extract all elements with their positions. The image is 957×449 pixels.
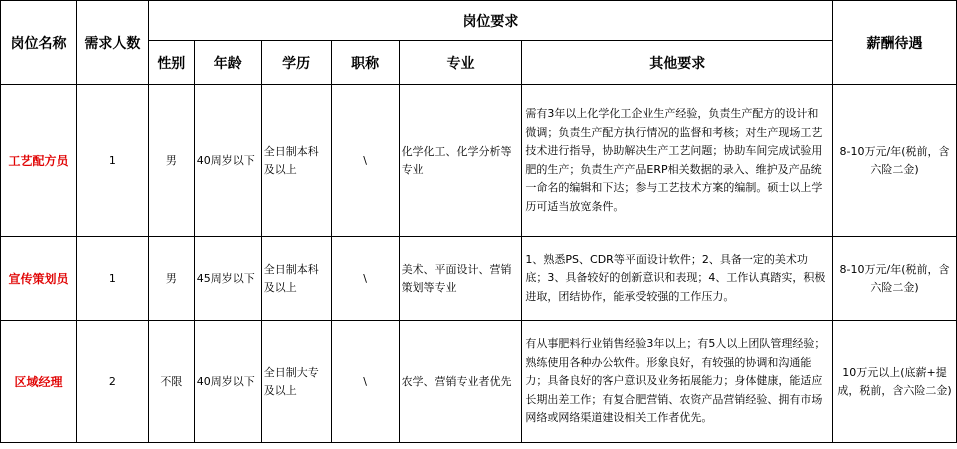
major-value: 美术、平面设计、营销策划等专业 [399,237,522,321]
table-row [1,85,957,237]
header-headcount: 需求人数 [76,1,148,85]
headcount-value: 2 [76,321,148,443]
gender-value: 不限 [148,321,194,443]
title-value: \ [331,237,399,321]
header-age: 年龄 [194,41,261,85]
header-education: 学历 [261,41,331,85]
major-value: 化学化工、化学分析等专业 [399,85,522,237]
salary-value: 10万元以上(底薪+提成，税前，含六险二金) [833,321,957,443]
age-value: 40周岁以下 [194,321,261,443]
title-value: \ [331,85,399,237]
table-row [1,237,957,321]
other-requirements: 1、熟悉PS、CDR等平面设计软件；2、具备一定的美术功底；3、具备较好的创新意识和表现；4、工作认真踏实，积极进取，团结协作，能承受较强的工作压力。 [522,237,833,321]
salary-value: 8-10万元/年(税前，含六险二金) [833,85,957,237]
salary-value: 8-10万元/年(税前，含六险二金) [833,237,957,321]
education-value: 全日制本科及以上 [261,85,331,237]
header-gender: 性别 [148,41,194,85]
gender-value: 男 [148,85,194,237]
headcount-value: 1 [76,85,148,237]
gender-value: 男 [148,237,194,321]
age-value: 45周岁以下 [194,237,261,321]
education-value: 全日制本科及以上 [261,237,331,321]
header-title: 职称 [331,41,399,85]
header-major: 专业 [399,41,522,85]
header-other: 其他要求 [522,41,833,85]
position-name: 宣传策划员 [1,237,77,321]
position-name: 工艺配方员 [1,85,77,237]
header-position: 岗位名称 [1,1,77,85]
title-value: \ [331,321,399,443]
headcount-value: 1 [76,237,148,321]
header-salary: 薪酬待遇 [833,1,957,85]
table-row [1,321,957,443]
education-value: 全日制大专及以上 [261,321,331,443]
position-name: 区域经理 [1,321,77,443]
other-requirements: 需有3年以上化学化工企业生产经验，负责生产配方的设计和微调；负责生产配方执行情况的监督和考核；对生产现场工艺技术进行指导，协助解决生产工艺问题；协助车间完成试验用肥的生产；负责生产产品ERP相关数据的录入、维护及产品统一命名的编辑和下达；参与工艺技术方案的编制。硕士以上学历可适当放宽条件。 [522,85,833,237]
age-value: 40周岁以下 [194,85,261,237]
header-requirements: 岗位要求 [148,1,832,41]
major-value: 农学、营销专业者优先 [399,321,522,443]
other-requirements: 有从事肥料行业销售经验3年以上；有5人以上团队管理经验；熟练使用各种办公软件。形象良好，有较强的协调和沟通能力；具备良好的客户意识及业务拓展能力；身体健康，能适应长期出差工作；有复合肥营销、农资产品营销经验、拥有市场网络或网络渠道建设相关工作者优先。 [522,321,833,443]
